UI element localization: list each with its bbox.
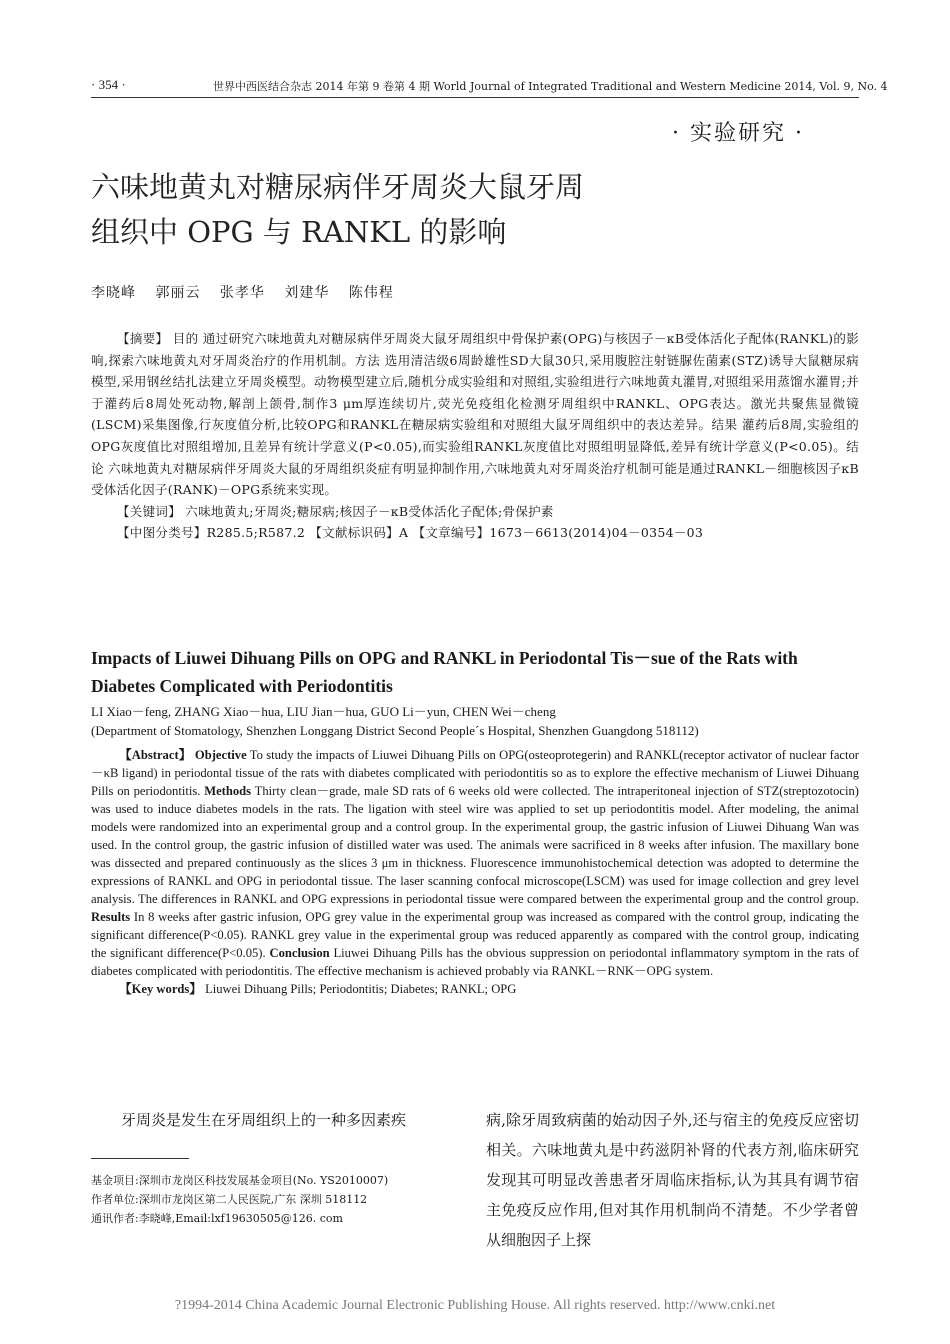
body-right-text: 病,除牙周致病菌的始动因子外,还与宿主的免疫反应密切相关。六味地黄丸是中药滋阴补肾的代表方剂,临床研究发现其可明显改善患者牙周临床指标,认为其具有调节宿主免疫反应作用,但对其作用机制尚不清楚。不少学者曾从细胞因子上探: [486, 1111, 859, 1249]
objective-text: To study the impacts of Liuwei Dihuang Pills on OPG(osteoprotegerin) and RANKL(receptor activator of nuclear factor－κB ligand) in periodontal tissue of the rats with diabetes complicated with periodontitis so as to explore the effective mechanism of Liuwei Dihuang Pills on periodontitis.: [91, 748, 859, 798]
body-column-left: [91, 1105, 463, 1135]
body-left-text: 牙周炎是发生在牙周组织上的一种多因素疾: [121, 1111, 407, 1129]
english-authors: LI Xiao－feng, ZHANG Xiao－hua, LIU Jian－hua, GUO Li－yun, CHEN Wei－cheng: [91, 704, 556, 719]
classification: 【中图分类号】R285.5;R587.2 【文献标识码】A 【文章编号】1673－6613(2014)04－0354－03: [117, 525, 704, 541]
page-number: · 354 ·: [91, 77, 126, 92]
keywords-text: Liuwei Dihuang Pills; Periodontitis; Diabetes; RANKL; OPG: [205, 982, 517, 996]
objective-label: Objective: [194, 748, 247, 762]
conclusion-label: Conclusion: [269, 946, 330, 960]
conclusion-text: Liuwei Dihuang Pills has the obvious suppression on periodontal inflammatory symptom in the rats of diabetes complicated with periodontitis. The effective mechanism is achieved probably via RANKL－RNK－OPG system.: [91, 946, 859, 978]
footnote-rule: [91, 1158, 189, 1159]
english-abstract-body: [91, 746, 859, 980]
english-department: (Department of Stomatology, Shenzhen Longgang District Second People´s Hospital, Shenzhen Guangdong 518112): [91, 723, 699, 738]
footnote-unit: 作者单位:深圳市龙岗区第二人民医院,广东 深圳 518112: [91, 1193, 368, 1206]
author-list: 李晓峰 郭丽云 张孝华 刘建华 陈伟程: [91, 285, 394, 301]
results-text: In 8 weeks after gastric infusion, OPG grey value in the experimental group was increased as compared with the control group, indicating the significant difference(P<0.05). RANKL grey value in the experimental group was reduced apparently as compared with the control group, indicating the significant difference(P<0.05).: [91, 910, 859, 960]
footnote-corresponding: 通讯作者:李晓峰,Email:lxf19630505@126. com: [91, 1212, 343, 1225]
article-title-line1: 六味地黄丸对糖尿病伴牙周炎大鼠牙周: [91, 170, 585, 204]
abstract-label: 【Abstract】: [119, 748, 192, 762]
english-abstract: [91, 746, 859, 998]
chinese-abstract: [91, 328, 859, 544]
article-title-line2: 组织中 OPG 与 RANKL 的影响: [91, 215, 507, 249]
copyright-footer: ?1994-2014 China Academic Journal Electronic Publishing House. All rights reserved. http://www.cnki.net: [174, 1298, 776, 1313]
section-label: · 实验研究 ·: [672, 121, 804, 146]
keywords: 【关键词】 六味地黄丸;牙周炎;糖尿病;核因子－κB受体活化子配体;骨保护素: [117, 503, 554, 519]
methods-text: Thirty clean－grade, male SD rats of 6 weeks old were collected. The intraperitoneal injection of STZ(streptozotocin) was used to induce diabetes models in the rats. The ligation with steel wire was applied to set up periodontitis model. After modeling, the animal models were randomized into an experimental group and a control group. In the experimental group, the gastric infusion of Liuwei Dihuang Wan was used. In the control group, the gastric infusion of distilled water was used. The animals were sacrificed in 8 weeks after infusion. The maxillary bone was dissected and prepared continuously as the slices 3 μm in thickness. Fluorescence immunohistochemical detection was adopted to determine the expressions of RANKL and OPG in periodontal tissue. The laser scanning confocal microscope(LSCM) was used for image collection and grey level analysis. The differences in RANKL and OPG expressions in periodontal tissue were compared between the experimental group and the control group.: [91, 784, 859, 906]
methods-label: Methods: [204, 784, 252, 798]
running-header: [91, 77, 888, 93]
header-rule: [91, 97, 859, 98]
body-column-right: [486, 1105, 859, 1255]
footnote-fund: 基金项目:深圳市龙岗区科技发展基金项目(No. YS2010007): [91, 1174, 389, 1187]
results-label: Results: [91, 910, 131, 924]
abstract-text: 【摘要】 目的 通过研究六味地黄丸对糖尿病伴牙周炎大鼠牙周组织中骨保护素(OPG)与核因子－κB受体活化子配体(RANKL)的影响,探索六味地黄丸对牙周炎治疗的作用机制。方法 选用清洁级6周龄雄性SD大鼠30只,采用腹腔注射链脲佐菌素(STZ)诱导大鼠糖尿病模型,采用钢丝结扎法建立牙周炎模型。动物模型建立后,随机分成实验组和对照组,实验组进行六味地黄丸灌胃,对照组采用蒸馏水灌胃;并于灌药后8周处死动物,解剖上颌骨,制作3 μm厚连续切片,荧光免疫组化检测牙周组织中RANKL、OPG表达。激光共聚焦显微镜(LSCM)采集图像,行灰度值分析,比较OPG和RANKL在糖尿病实验组和对照组大鼠牙周组织中的表达差异。结果 灌药后8周,实验组的OPG灰度值比对照组增加,且差异有统计学意义(P<0.05),而实验组RANKL灰度值比对照组明显降低,差异有统计学意义(P<0.05)。结论 六味地黄丸对糖尿病伴牙周炎大鼠的牙周组织炎症有明显抑制作用,六味地黄丸对牙周炎治疗机制可能是通过RANKL－细胞核因子κB受体活化因子(RANK)－OPG系统来实现。: [91, 331, 859, 498]
english-keywords: [91, 980, 859, 998]
running-head: 世界中西医结合杂志 2014 年第 9 卷第 4 期 World Journal of Integrated Traditional and Western Medicine 2014, Vol. 9, No. 4: [213, 80, 888, 93]
english-title: Impacts of Liuwei Dihuang Pills on OPG and RANKL in Periodontal Tis－sue of the Rats with Diabetes Complicated with Periodontitis: [91, 648, 798, 696]
keywords-label: 【Key words】: [119, 982, 202, 996]
